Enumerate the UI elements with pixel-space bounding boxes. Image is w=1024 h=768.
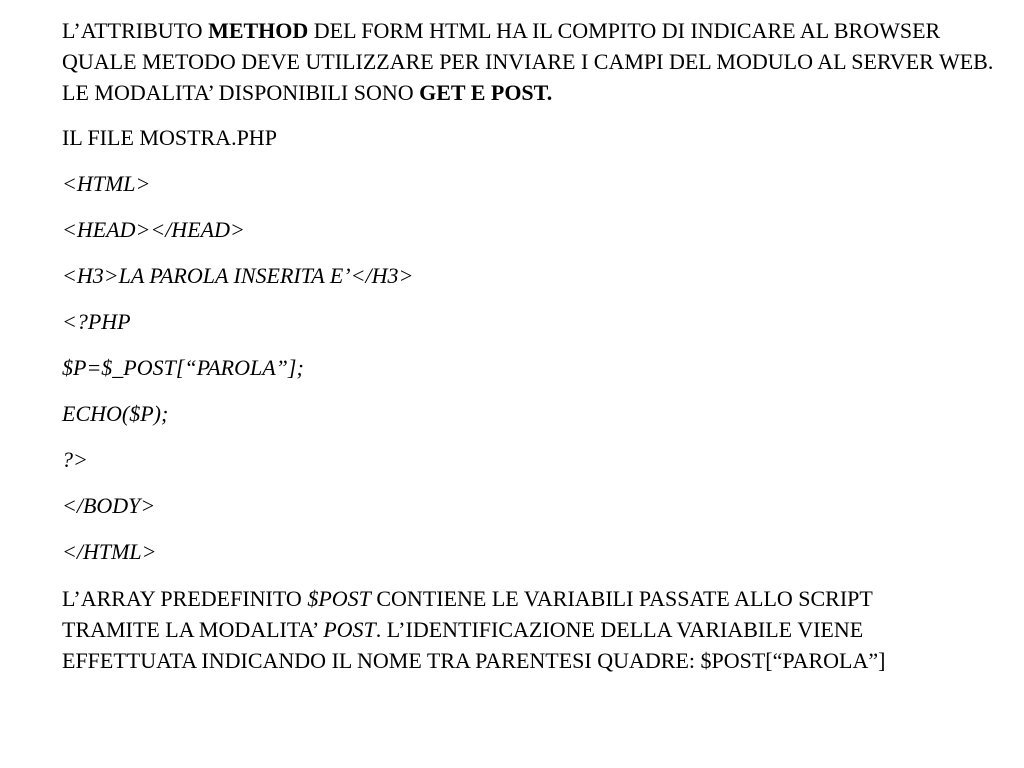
code-line-html-open: <HTML>	[62, 171, 151, 196]
code-line-body-close: </BODY>	[62, 493, 156, 518]
file-heading: IL FILE MOSTRA.PHP	[62, 125, 277, 150]
method-keyword: METHOD	[208, 18, 309, 43]
intro-text-1: L’ATTRIBUTO	[62, 18, 209, 43]
code-line-echo: ECHO($P);	[62, 401, 169, 426]
intro-text-2: DEL FORM HTML HA IL COMPITO DI INDICARE AL BROWSER QUALE METODO DEVE UTILIZZARE PER INVIARE I CAMPI DEL MODULO AL SERVER WEB. LE MODALITA’ DISPONIBILI SONO	[62, 18, 994, 105]
outro-text-3: . L’IDENTIFICAZIONE DELLA VARIABILE VIENE EFFETTUATA INDICANDO IL NOME TRA PARENTESI QUADRE: $POST[“PAROLA”]	[62, 617, 886, 673]
outro-paragraph	[62, 583, 932, 676]
intro-paragraph	[62, 15, 1002, 108]
post-var-keyword: $POST	[307, 586, 371, 611]
code-line-php-open: <?PHP	[62, 309, 131, 334]
post-mode-keyword: POST	[323, 617, 376, 642]
code-line-php-close: ?>	[62, 447, 88, 472]
outro-text-1: L’ARRAY PREDEFINITO	[62, 586, 308, 611]
get-post-keywords: GET E POST.	[419, 80, 553, 105]
code-line-html-close: </HTML>	[62, 539, 157, 564]
code-line-head: <HEAD></HEAD>	[62, 217, 245, 242]
outro-text-2: CONTIENE LE VARIABILI PASSATE ALLO SCRIPT TRAMITE LA MODALITA’	[62, 586, 873, 642]
code-line-h3: <H3>LA PAROLA INSERITA E’</H3>	[62, 263, 414, 288]
code-line-post-assign: $P=$_POST[“PAROLA”];	[62, 355, 304, 380]
